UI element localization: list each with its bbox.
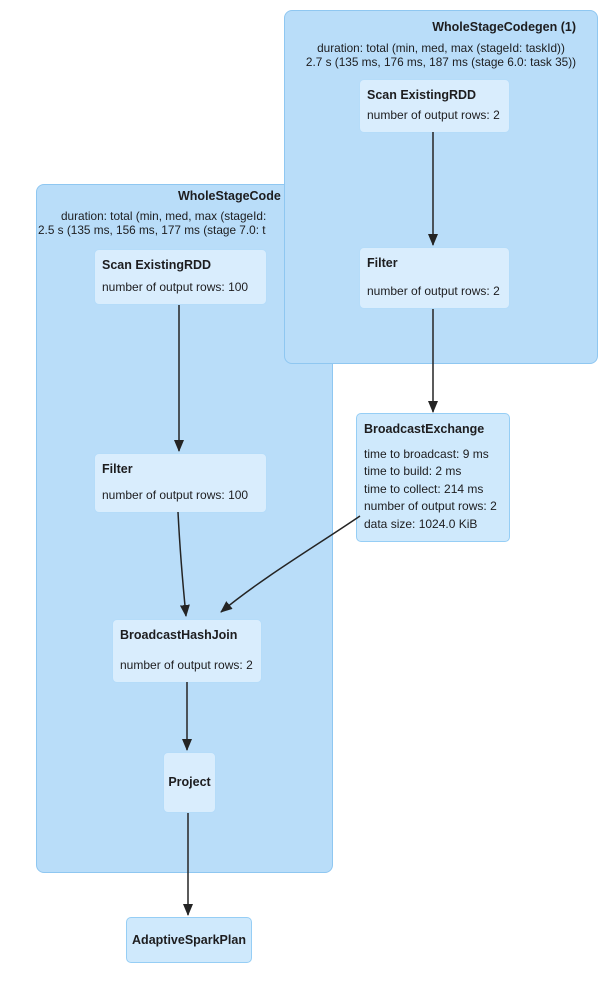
node-filter-2-title: Filter [102, 462, 133, 476]
node-filter-2[interactable] [94, 453, 267, 513]
node-broadcast-exchange-title: BroadcastExchange [364, 422, 485, 436]
cluster-wholestagecodegen-2-duration-line2: 2.5 s (135 ms, 156 ms, 177 ms (stage 7.0: t [38, 223, 266, 237]
node-broadcast-exchange-metric-broadcast: time to broadcast: 9 ms [364, 446, 489, 461]
cluster-wholestagecodegen-2-duration-line1: duration: total (min, med, max (stageId: [61, 209, 267, 223]
node-scan-existing-rdd-2[interactable] [94, 249, 267, 305]
node-scan-existing-rdd-1-metric: number of output rows: 2 [367, 107, 500, 122]
node-filter-1-metric: number of output rows: 2 [367, 283, 500, 298]
node-filter-1[interactable] [359, 247, 510, 309]
node-broadcast-exchange-metric-collect: time to collect: 214 ms [364, 481, 484, 496]
node-broadcast-exchange-metric-datasize: data size: 1024.0 KiB [364, 516, 478, 531]
node-broadcast-exchange-metric-build: time to build: 2 ms [364, 464, 462, 478]
cluster-wholestagecodegen-1 [284, 10, 598, 364]
node-scan-existing-rdd-1[interactable] [359, 79, 510, 133]
node-filter-2-metric: number of output rows: 100 [102, 487, 249, 502]
node-adaptive-spark-plan-title: AdaptiveSparkPlan [132, 932, 246, 947]
node-scan-existing-rdd-2-metric: number of output rows: 100 [102, 279, 249, 294]
node-project-title: Project [168, 775, 211, 789]
node-filter-1-title: Filter [367, 256, 398, 270]
node-scan-existing-rdd-1-title: Scan ExistingRDD [367, 88, 477, 102]
node-scan-existing-rdd-2-title: Scan ExistingRDD [102, 258, 212, 272]
node-broadcast-hash-join[interactable] [112, 619, 262, 683]
node-broadcast-hash-join-title: BroadcastHashJoin [120, 628, 238, 642]
node-project[interactable] [163, 752, 216, 813]
cluster-wholestagecodegen-2-title: WholeStageCode [178, 189, 281, 203]
node-broadcast-exchange[interactable] [356, 413, 510, 542]
node-broadcast-exchange-metric-rows: number of output rows: 2 [364, 499, 497, 513]
cluster-wholestagecodegen-1-title: WholeStageCodegen (1) [432, 20, 576, 34]
node-broadcast-hash-join-metric: number of output rows: 2 [120, 657, 253, 672]
cluster-wholestagecodegen-1-duration-line2: 2.7 s (135 ms, 176 ms, 187 ms (stage 6.0: task 35)) [305, 55, 577, 69]
node-adaptive-spark-plan[interactable] [126, 917, 252, 963]
cluster-wholestagecodegen-1-duration-line1: duration: total (min, med, max (stageId: taskId)) [317, 41, 565, 55]
